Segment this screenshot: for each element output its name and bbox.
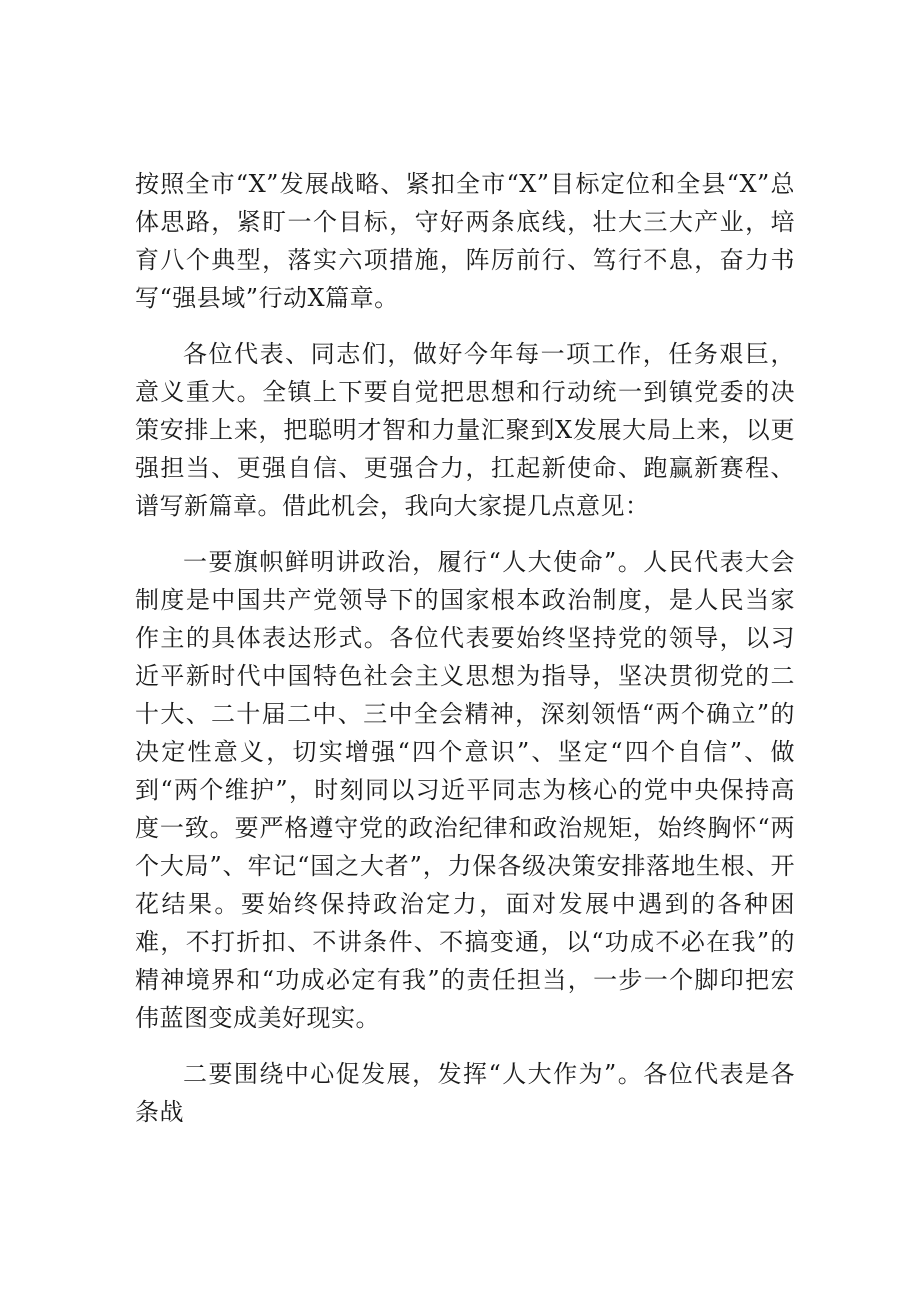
paragraph-4: 二要围绕中心促发展，发挥“人大作为”。各位代表是各条战 bbox=[135, 1060, 795, 1126]
paragraph-3: 一要旗帜鲜明讲政治，履行“人大使命”。人民代表大会制度是中国共产党领导下的国家根本政治制度，是人民当家作主的具体表达形式。各位代表要始终坚持党的领导，以习近平新时代中国特色社会主义思想为指导，坚决贯彻党的二十大、二十届二中、三中全会精神，深刻领悟“两个确立”的决定性意义，切实增强“四个意识”、坚定“四个自信”、做到“两个维护”，时刻同以习近平同志为核心的党中央保持高度一致。要严格遵守党的政治纪律和政治规矩，始终胸怀“两个大局”、牢记“国之大者”，力保各级决策安排落地生根、开花结果。要始终保持政治定力，面对发展中遇到的各种困难，不打折扣、不讲条件、不搞变通，以“功成不必在我”的精神境界和“功成必定有我”的责任担当，一步一个脚印把宏伟蓝图变成美好现实。 bbox=[135, 548, 795, 1032]
paragraph-2: 各位代表、同志们，做好今年每一项工作，任务艰巨，意义重大。全镇上下要自觉把思想和行动统一到镇党委的决策安排上来，把聪明才智和力量汇聚到X发展大局上来，以更强担当、更强自信、更强合力，扛起新使命、跑赢新赛程、谱写新篇章。借此机会，我向大家提几点意见： bbox=[135, 340, 795, 520]
paragraph-1: 按照全市“X”发展战略、紧扣全市“X”目标定位和全县“X”总体思路，紧盯一个目标，守好两条底线，壮大三大产业，培育八个典型，落实六项措施，阵厉前行、笃行不息，奋力书写“强县域”行动X篇章。 bbox=[135, 170, 795, 312]
document-body bbox=[135, 165, 795, 1149]
